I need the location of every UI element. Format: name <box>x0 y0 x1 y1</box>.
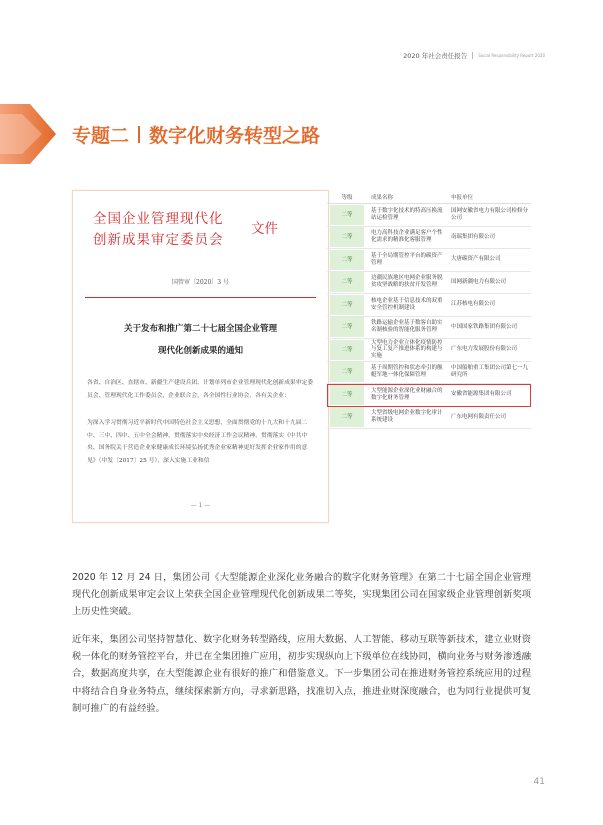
section-title <box>72 121 320 148</box>
level-badge: 二等 <box>330 407 364 427</box>
award-notice-document <box>72 190 329 523</box>
body-paragraph: 近年来，集团公司坚持智慧化、数字化财务转型路线，应用大数据、人工智能、移动互联等新技术，建立业财资税一体化的财务管控平台，并已在全集团推广应用，初步实现纵向上下级单位在线协同，横向业务与财务渗透融合，数据高度共享，在大型能源企业有很好的推广和借鉴意义。下一步集团公司在推进财务管控系统应用的过程中将结合自身业务特点，继续探索新方向，寻求新思路，找准切入点，推进业财深度融合，也为同行业提供可复制可推广的有益经验。 <box>72 634 531 714</box>
row-level <box>327 340 367 360</box>
row-unit: 中国国家铁路集团有限公司 <box>451 323 518 330</box>
row-unit: 国网安徽省电力有限公司检修分公司 <box>451 207 529 221</box>
level-badge: 二等 <box>330 272 364 292</box>
issuer-line-2: 创新成果审定委员会 <box>93 232 224 248</box>
title-divider <box>138 126 140 143</box>
row-name: 基于周期管控和状态牵引的舰艇军地一体化保障管理 <box>371 365 443 379</box>
report-title-en: Social Responsibility Report 2020 <box>478 53 545 58</box>
page-number: 41 <box>533 777 545 787</box>
table-row <box>327 362 531 385</box>
row-unit: 国网新疆电力有限公司 <box>451 278 507 285</box>
notice-title <box>73 318 328 362</box>
table-row <box>327 204 531 227</box>
row-name: 大型能源企业深化业财融合的数字化财务管理 <box>371 387 443 401</box>
row-unit: 中国船舶重工集团公司第七一九研究所 <box>451 365 529 379</box>
table-row <box>327 384 531 407</box>
level-badge: 二等 <box>330 295 364 315</box>
row-level <box>327 205 367 225</box>
level-badge: 二等 <box>330 340 364 360</box>
row-level <box>327 317 367 337</box>
document-page-mark: — 1 — <box>190 502 211 509</box>
document-paragraph: 为深入学习贯彻习近平新时代中国特色社会主义思想，全面贯彻党的十九大和十九届二中、三中、四中、五中全会精神，贯彻落实中央经济工作会议精神，贯彻落实《中共中央、国务院关于营造企业家健康成长环境弘扬优秀企业家精神更好发挥企业家作用的意见》（中发〔2017〕25 号），深入实施工业和信 <box>87 420 308 464</box>
file-tag: 文件 <box>251 221 278 237</box>
notice-line-2: 现代化创新成果的通知 <box>157 346 243 356</box>
section-label: 专题二 <box>72 125 130 147</box>
row-level <box>327 407 367 427</box>
row-unit: 大唐碳资产有限公司 <box>451 256 501 263</box>
table-row <box>327 339 531 362</box>
report-title: 2020 年社会责任报告 <box>403 52 468 60</box>
issuer-line-1: 全国企业管理现代化 <box>93 211 224 227</box>
level-badge: 二等 <box>330 385 364 405</box>
level-badge: 二等 <box>330 205 364 225</box>
notice-line-1: 关于发布和推广第二十七届全国企业管理 <box>123 324 277 334</box>
table-row <box>327 249 531 272</box>
row-level <box>327 295 367 315</box>
section-arrow-icon <box>0 104 56 164</box>
table-row <box>327 227 531 250</box>
header-level: 等级 <box>341 194 353 201</box>
row-name: 基于全局期管控平台的碳资产管理 <box>371 252 443 266</box>
report-header <box>403 51 545 60</box>
row-level <box>327 250 367 270</box>
row-name: 大型省级电网企业数字化审计系统建设 <box>371 410 443 424</box>
header-divider <box>472 52 473 59</box>
red-divider <box>85 297 316 298</box>
award-table <box>327 190 531 429</box>
row-name: 基于数字化技术的特高压换流站运检管理 <box>371 207 443 221</box>
row-level <box>327 385 367 405</box>
document-paragraph: 各省、自治区、直辖市、新疆生产建设兵团、计划单列市企业管理现代化创新成果审定委员会、管理现代化工作委员会、企业联合会，各全国性行业协会，各有关企业： <box>87 380 314 399</box>
document-number: 国管审〔2020〕3 号 <box>172 279 229 286</box>
row-unit: 广东电网有限责任公司 <box>451 413 507 420</box>
row-name: 电力高科技企业满足客户个性化需求的精准化客服管理 <box>371 230 443 244</box>
level-badge: 二等 <box>330 250 364 270</box>
row-name: 边疆民族地区电网企业服务脱贫攻坚战略的扶贫开发管理 <box>371 275 443 289</box>
row-unit: 广东电力发展股份有限公司 <box>451 346 518 353</box>
row-name: 铁路运输企业基于数客自助实名制核验的智能化服务管理 <box>371 320 443 334</box>
row-name: 核电企业基于信息技术的双重安全管控机制建设 <box>371 297 443 311</box>
table-row <box>327 272 531 295</box>
header-name: 成果名称 <box>371 194 394 201</box>
row-unit: 安徽省能源集团有限公司 <box>451 391 512 398</box>
table-row <box>327 407 531 430</box>
section-heading: 数字化财务转型之路 <box>149 125 321 147</box>
row-unit: 南瑞集团有限公司 <box>451 233 496 240</box>
table-row <box>327 294 531 317</box>
row-level <box>327 362 367 382</box>
header-unit: 申报单位 <box>451 194 474 201</box>
table-row <box>327 317 531 340</box>
document-issuer <box>93 209 224 251</box>
body-paragraph: 2020 年 12 月 24 日，集团公司《大型能源企业深化业务融合的数字化财务管理》在第二十七届全国企业管理现代化创新成果审定会议上荣获全国企业管理现代化创新成果二等奖，实现集团公司在国家级企业管理创新奖项上历史性突破。 <box>72 572 531 618</box>
level-badge: 二等 <box>330 362 364 382</box>
row-unit: 江苏核电有限公司 <box>451 301 496 308</box>
row-level <box>327 272 367 292</box>
level-badge: 二等 <box>330 317 364 337</box>
level-badge: 二等 <box>330 227 364 247</box>
table-header <box>327 190 531 204</box>
row-name: 大型电力企业立体化疫情防控与复工复产推进体系的构建与实施 <box>371 339 443 360</box>
row-level <box>327 227 367 247</box>
